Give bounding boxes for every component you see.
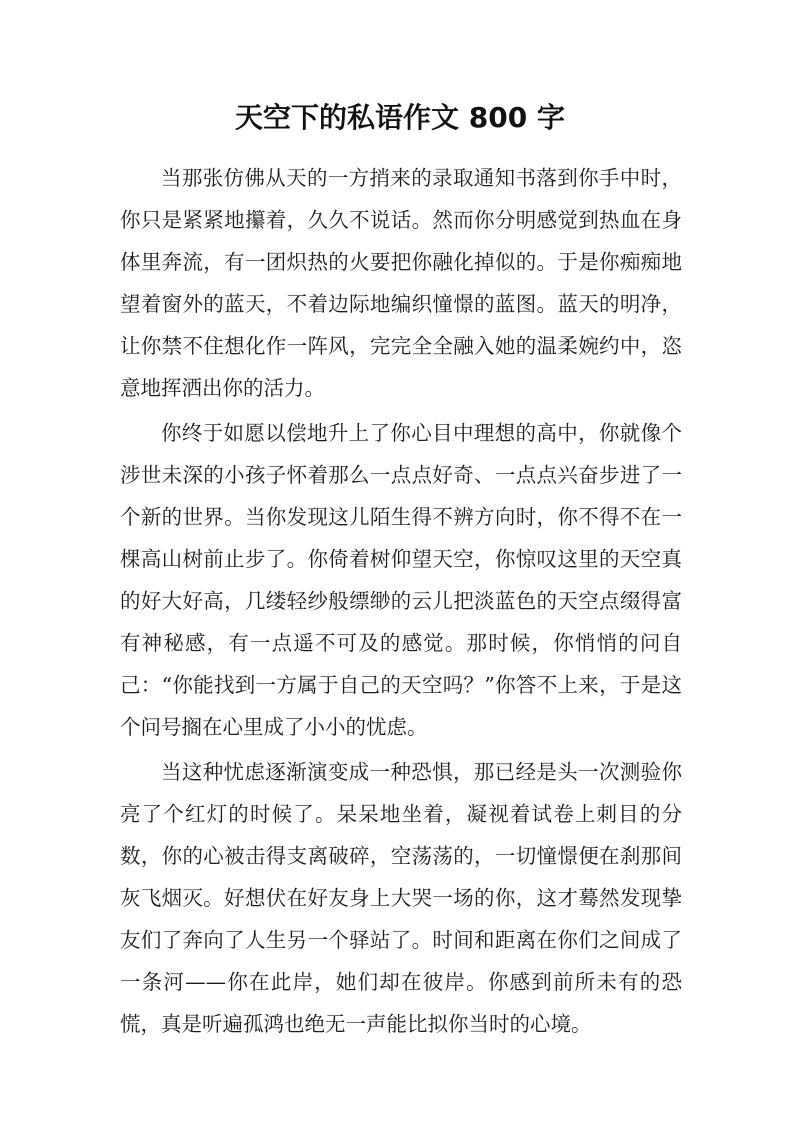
paragraph-3: 当这种忧虑逐渐演变成一种恐惧，那已经是头一次测验你亮了个红灯的时候了。呆呆地坐着，凝视着试卷上刺目的分数，你的心被击得支离破碎，空荡荡的，一切憧憬便在刹那间灰飞烟灭。好想伏在好友身上大哭一场的你，这才蓦然发现挚友们了奔向了人生另一个驿站了。时间和距离在你们之间成了一条河——你在此岸，她们却在彼岸。你感到前所未有的恐慌，真是听遍孤鸿也绝无一声能比拟你当时的心境。 <box>120 760 682 1036</box>
paragraph-1: 当那张仿佛从天的一方捎来的录取通知书落到你手中时，你只是紧紧地攥着，久久不说话。然而你分明感觉到热血在身体里奔流，有一团炽热的火要把你融化掉似的。于是你痴痴地望着窗外的蓝天，不着边际地编织憧憬的蓝图。蓝天的明净，让你禁不住想化作一阵风，完完全全融入她的温柔婉约中，恣意地挥洒出你的活力。 <box>120 166 682 400</box>
paragraph-2: 你终于如愿以偿地升上了你心目中理想的高中，你就像个涉世未深的小孩子怀着那么一点点好奇、一点点兴奋步进了一个新的世界。当你发现这儿陌生得不辨方向时，你不得不在一棵高山树前止步了。你倚着树仰望天空，你惊叹这里的天空真的好大好高，几缕轻纱般缥缈的云儿把淡蓝色的天空点缀得富有神秘感，有一点遥不可及的感觉。那时候，你悄悄的问自己：“你能找到一方属于自己的天空吗？”你答不上来，于是这个问号搁在心里成了小小的忧虑。 <box>120 421 682 739</box>
document-title: 天空下的私语作文 800 字 <box>235 101 565 134</box>
document-body <box>120 157 682 1048</box>
